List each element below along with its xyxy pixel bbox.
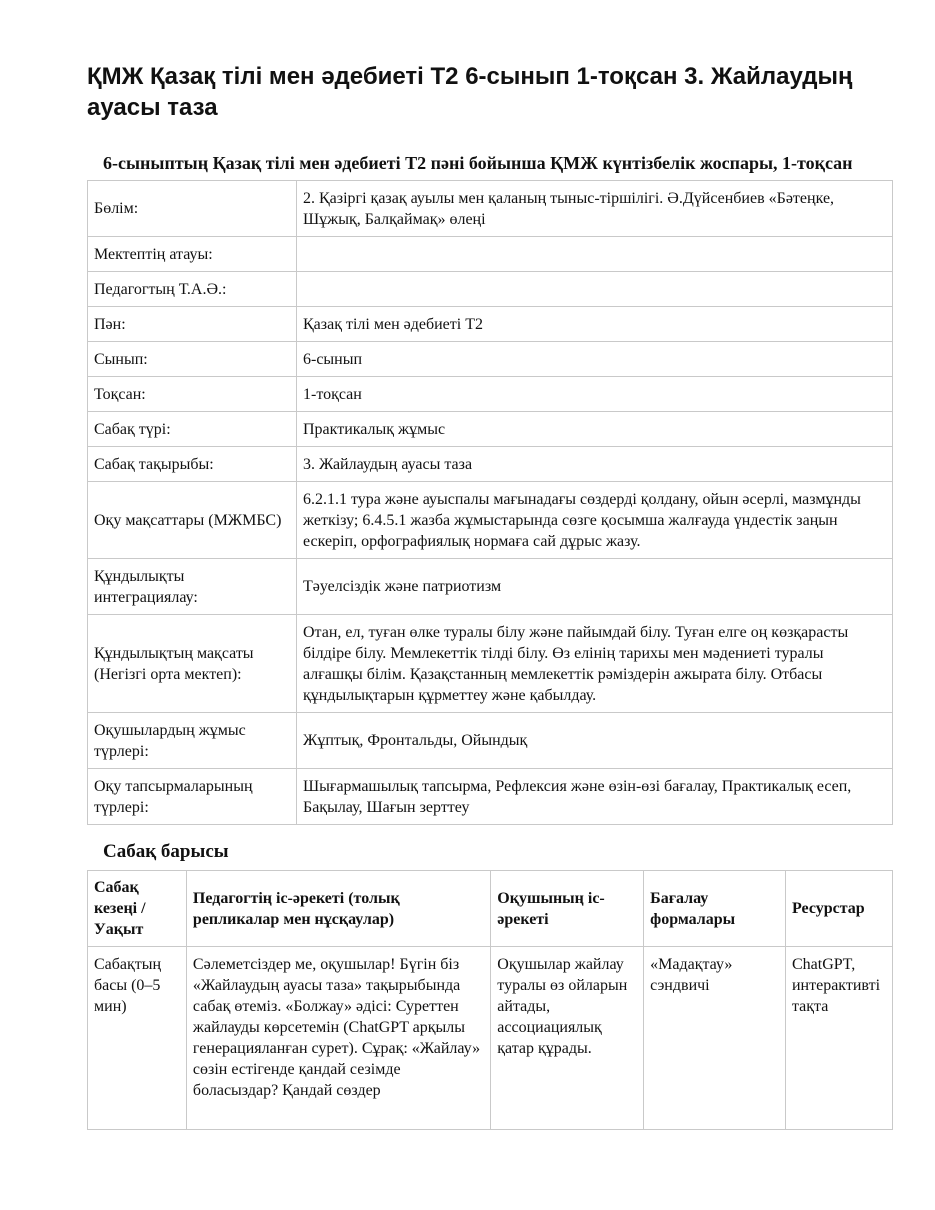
info-label: Оқу тапсырмаларының түрлері:: [88, 769, 297, 825]
info-row: [88, 342, 893, 377]
document-title: ҚМЖ Қазақ тілі мен әдебиеті Т2 6-сынып 1-тоқсан 3. Жайлаудың ауасы таза: [87, 63, 853, 121]
info-row: [88, 377, 893, 412]
info-value: Қазақ тілі мен әдебиеті Т2: [297, 307, 893, 342]
info-label: Оқу мақсаттары (МЖМБС): [88, 482, 297, 559]
info-row: [88, 272, 893, 307]
info-value: Жұптық, Фронтальды, Ойындық: [297, 713, 893, 769]
info-label: Пән:: [88, 307, 297, 342]
lesson-flow-table: [87, 870, 893, 1130]
info-value: Практикалық жұмыс: [297, 412, 893, 447]
info-row: [88, 559, 893, 615]
lesson-cell-assessment: «Мадақтау» сэндвичі: [644, 947, 786, 1130]
info-value: 3. Жайлаудың ауасы таза: [297, 447, 893, 482]
info-row: [88, 769, 893, 825]
info-label: Мектептің атауы:: [88, 237, 297, 272]
info-row: [88, 482, 893, 559]
info-label: Тоқсан:: [88, 377, 297, 412]
info-label: Құндылықты интеграциялау:: [88, 559, 297, 615]
info-value: Шығармашылық тапсырма, Рефлексия және өзін-өзі бағалау, Практикалық есеп, Бақылау, Шағын зерттеу: [297, 769, 893, 825]
lesson-cell-teacher: Сәлеметсіздер ме, оқушылар! Бүгін біз «Жайлаудың ауасы таза» тақырыбында сабақ өтеміз. «Болжау» әдісі: Суреттен жайлауды көрсетемін (ChatGPT арқылы генерацияланған сурет). Сұрақ: «Жайлау» сөзін естігенде қандай сезімде боласыздар? Қандай сөздер: [186, 947, 490, 1130]
lesson-column-header: Оқушының іс-әрекеті: [491, 871, 644, 947]
info-label: Оқушылардың жұмыс түрлері:: [88, 713, 297, 769]
info-row: [88, 307, 893, 342]
lesson-info-table: [87, 180, 893, 825]
info-label: Сабақ тақырыбы:: [88, 447, 297, 482]
info-value: Тәуелсіздік және патриотизм: [297, 559, 893, 615]
lesson-row: [88, 947, 893, 1130]
info-value: 6-сынып: [297, 342, 893, 377]
info-value: 2. Қазіргі қазақ ауылы мен қаланың тыныс-тіршілігі. Ә.Дүйсенбиев «Бәтеңке, Шұжық, Балқаймақ» өлеңі: [297, 181, 893, 237]
lesson-flow-body: [88, 947, 893, 1130]
info-label: Сабақ түрі:: [88, 412, 297, 447]
info-value: [297, 272, 893, 307]
info-row: [88, 447, 893, 482]
lesson-header-row: [88, 871, 893, 947]
info-row: [88, 181, 893, 237]
info-value: 6.2.1.1 тура және ауыспалы мағынадағы сөздерді қолдану, ойын әсерлі, мазмұнды жеткізу; 6.4.5.1 жазба жұмыстарында сөзге қосымша жалғауда үндестік заңын ескеріп, орфографиялық нормаға сай дұрыс жазу.: [297, 482, 893, 559]
info-value: [297, 237, 893, 272]
document-page: [87, 0, 893, 1130]
info-row: [88, 713, 893, 769]
lesson-column-header: Ресурстар: [785, 871, 892, 947]
info-label: Сынып:: [88, 342, 297, 377]
info-value: Отан, ел, туған өлке туралы білу және пайымдай білу. Туған елге оң көзқарасты білдіре білу. Мемлекеттік тілді білу. Өз елінің тарихы мен мәдениеті туралы алғашқы білім. Қазақстанның мемлекеттік рәміздерін ажырата білу. Отбасы құндылықтарын құрметтеу және қабылдау.: [297, 615, 893, 713]
lesson-cell-student: Оқушылар жайлау туралы өз ойларын айтады, ассоциациялық қатар құрады.: [491, 947, 644, 1130]
lesson-column-header: Сабақ кезеңі / Уақыт: [88, 871, 187, 947]
plan-subtitle: 6-сыныптың Қазақ тілі мен әдебиеті Т2 пәні бойынша ҚМЖ күнтізбелік жоспары, 1-тоқсан: [103, 153, 853, 173]
info-value: 1-тоқсан: [297, 377, 893, 412]
lesson-column-header: Педагогтің іс-әрекеті (толық репликалар мен нұсқаулар): [186, 871, 490, 947]
info-row: [88, 237, 893, 272]
info-label: Бөлім:: [88, 181, 297, 237]
section-title: Сабақ барысы: [103, 841, 229, 862]
lesson-cell-resources: ChatGPT, интерактивті тақта: [785, 947, 892, 1130]
info-row: [88, 412, 893, 447]
lesson-info-body: [88, 181, 893, 825]
info-label: Педагогтың Т.А.Ә.:: [88, 272, 297, 307]
lesson-cell-stage: Сабақтың басы (0–5 мин): [88, 947, 187, 1130]
info-label: Құндылықтың мақсаты (Негізгі орта мектеп):: [88, 615, 297, 713]
info-row: [88, 615, 893, 713]
lesson-column-header: Бағалау формалары: [644, 871, 786, 947]
